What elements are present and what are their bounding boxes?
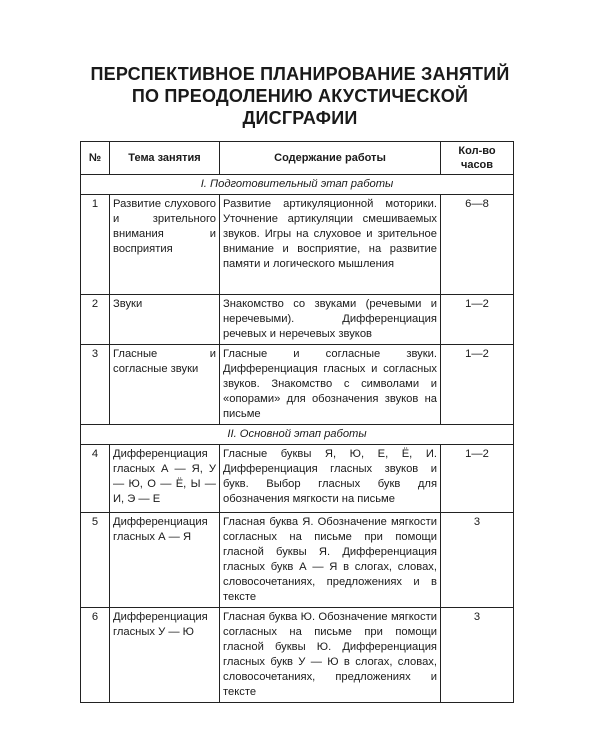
row-hours: 3 — [441, 608, 514, 703]
row-content: Гласные и согласные звуки. Дифференциация гласных и согласных звуков. Знакомство с символами и «опорами» для обозначения звуков на письме — [220, 345, 441, 425]
header-content: Содержание работы — [220, 142, 441, 175]
planning-table — [80, 141, 514, 703]
table-row — [81, 445, 514, 513]
row-num: 1 — [81, 195, 110, 295]
header-hours: Кол-во часов — [441, 142, 514, 175]
row-content: Развитие артикуляционной моторики. Уточнение артикуляции смешиваемых звуков. Игры на слуховое и зрительное внимание и восприятие, на развитие памяти и логического мышления — [220, 195, 441, 295]
title-line-1: ПЕРСПЕКТИВНОЕ ПЛАНИРОВАНИЕ ЗАНЯТИЙ — [90, 64, 510, 84]
row-hours: 1—2 — [441, 295, 514, 345]
row-topic: Дифференциация гласных А — Я, У — Ю, О — Ё, Ы — И, Э — Е — [110, 445, 220, 513]
row-content: Знакомство со звуками (речевыми и неречевыми). Дифференциация речевых и неречевых звуков — [220, 295, 441, 345]
section-title-1: I. Подготовительный этап работы — [81, 175, 514, 195]
row-hours: 6—8 — [441, 195, 514, 295]
row-topic: Дифференциация гласных У — Ю — [110, 608, 220, 703]
row-topic: Гласные и согласные звуки — [110, 345, 220, 425]
section-row — [81, 425, 514, 445]
title-line-2: ПО ПРЕОДОЛЕНИЮ АКУСТИЧЕСКОЙ — [131, 86, 469, 106]
section-row — [81, 175, 514, 195]
row-num: 5 — [81, 513, 110, 608]
table-header-row — [81, 142, 514, 175]
table-row — [81, 608, 514, 703]
row-topic: Развитие слухового и зрительного внимания и восприятия — [110, 195, 220, 295]
table-row — [81, 513, 514, 608]
row-content: Гласные буквы Я, Ю, Е, Ё, И. Дифференциация гласных звуков и букв. Выбор гласных букв для обозначения мягкости на письме — [220, 445, 441, 513]
row-hours: 1—2 — [441, 345, 514, 425]
table-row — [81, 295, 514, 345]
section-title-2: II. Основной этап работы — [81, 425, 514, 445]
header-topic: Тема занятия — [110, 142, 220, 175]
title-line-3: ДИСГРАФИИ — [242, 108, 358, 128]
row-topic: Дифференциация гласных А — Я — [110, 513, 220, 608]
row-hours: 1—2 — [441, 445, 514, 513]
row-content: Гласная буква Я. Обозначение мягкости согласных на письме при помощи гласной буквы Я. Дифференциация гласных букв А — Я в слогах, словах, словосочетаниях, предложениях и в тексте — [220, 513, 441, 608]
row-num: 2 — [81, 295, 110, 345]
row-content: Гласная буква Ю. Обозначение мягкости согласных на письме при помощи гласной буквы Ю. Дифференциация гласных букв У — Ю в слогах, словах, словосочетаниях, предложениях и тексте — [220, 608, 441, 703]
header-num: № — [81, 142, 110, 175]
row-num: 6 — [81, 608, 110, 703]
row-topic: Звуки — [110, 295, 220, 345]
table-row — [81, 345, 514, 425]
row-hours: 3 — [441, 513, 514, 608]
row-num: 3 — [81, 345, 110, 425]
row-num: 4 — [81, 445, 110, 513]
table-row — [81, 195, 514, 295]
page-title — [0, 63, 600, 129]
